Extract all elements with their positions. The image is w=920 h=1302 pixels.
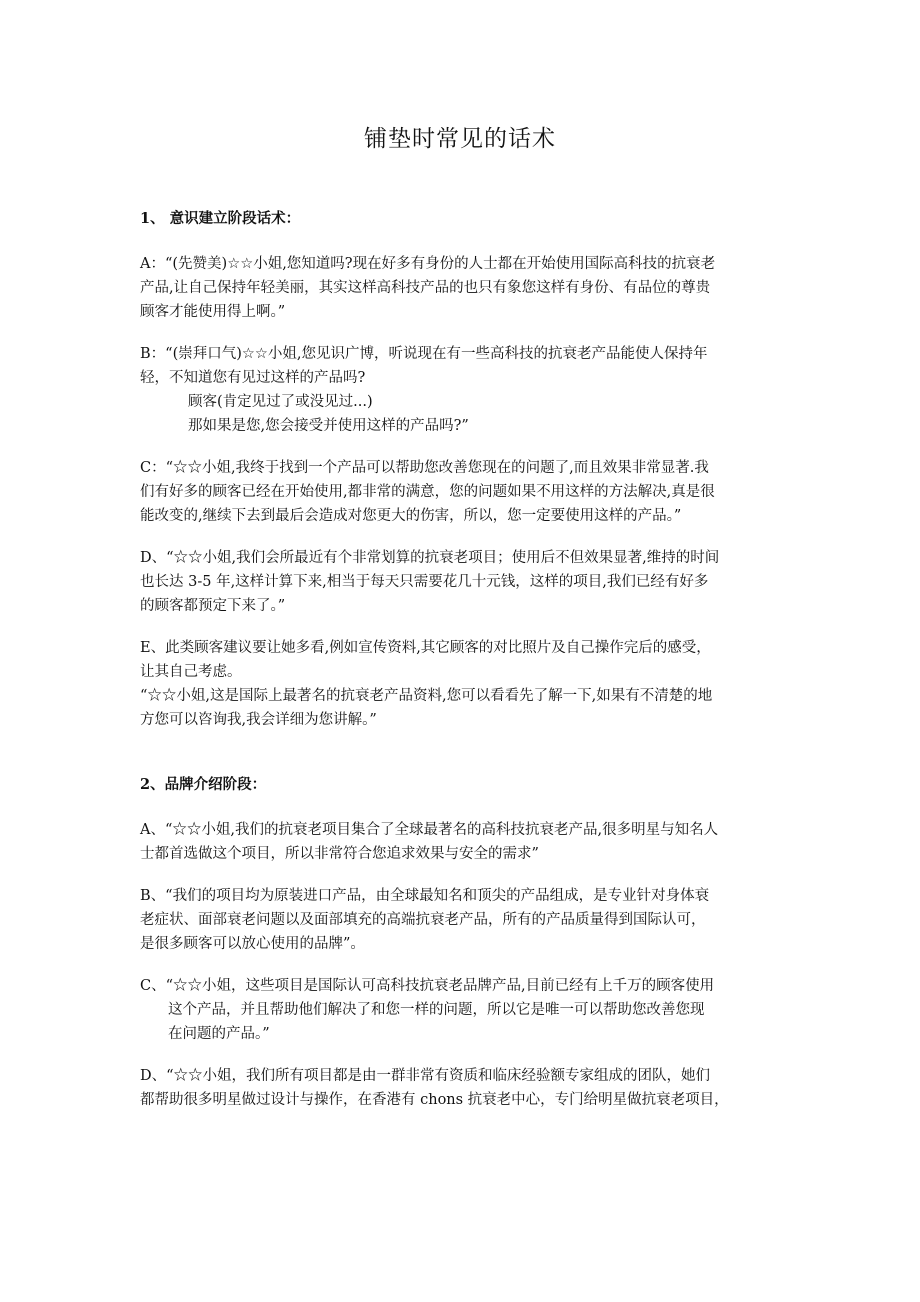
text-line: D、“☆☆小姐，我们所有项目都是由一群非常有资质和临床经验额专家组成的团队，她们 — [140, 1068, 711, 1084]
text-line: 也长达 3-5 年,这样计算下来,相当于每天只需要花几十元钱，这样的项目,我们已经有好多 — [140, 574, 709, 590]
hanging-line: 这个产品，并且帮助他们解决了和您一样的问题，所以它是唯一可以帮助您改善您现 — [168, 1002, 705, 1018]
hanging-line: 在问题的产品。” — [168, 1026, 270, 1042]
section-1-heading: 1、 意识建立阶段话术： — [140, 210, 301, 227]
section-spacer — [140, 750, 785, 772]
text-line: E、此类顾客建议要让她多看,例如宣传资料,其它顾客的对比照片及自己操作完后的感受， — [140, 640, 711, 656]
indented-line: 顾客(肯定见过了或没见过...) — [188, 394, 373, 410]
text-line: D、“☆☆小姐,我们会所最近有个非常划算的抗衰老项目；使用后不但效果显著,维持的时间 — [140, 550, 720, 566]
text-line: C：“☆☆小姐,我终于找到一个产品可以帮助您改善您现在的问题了,而且效果非常显著.我 — [140, 460, 709, 476]
text-line: A、“☆☆小姐,我们的抗衰老项目集合了全球最著名的高科技抗衰老产品,很多明星与知名人 — [140, 822, 719, 838]
page-title: 铺垫时常见的话术 — [364, 126, 556, 152]
text-line: 的顾客都预定下来了。” — [140, 598, 286, 614]
section-2-item-b — [140, 884, 785, 956]
text-line: 是很多顾客可以放心使用的品牌”。 — [140, 936, 365, 952]
text-line: 老症状、面部衰老问题以及面部填充的高端抗衰老产品，所有的产品质量得到国际认可， — [140, 912, 706, 928]
section-2-item-c — [140, 974, 785, 1046]
text-line: B：“(崇拜口气)☆☆小姐,您见识广博，听说现在有一些高科技的抗衰老产品能使人保持年 — [140, 346, 708, 362]
text-line: 都帮助很多明星做过设计与操作，在香港有 chons 抗衰老中心，专门给明星做抗衰老项目， — [140, 1092, 729, 1108]
text-line: 产品,让自己保持年轻美丽，其实这样高科技产品的也只有象您这样有身份、有品位的尊贵 — [140, 280, 711, 296]
text-line: 能改变的,继续下去到最后会造成对您更大的伤害，所以，您一定要使用这样的产品。” — [140, 508, 682, 524]
section-2-item-a — [140, 818, 785, 866]
section-2-heading: 2、品牌介绍阶段： — [140, 776, 267, 793]
section-1-item-a — [140, 252, 785, 324]
text-line: 顾客才能使用得上啊。” — [140, 304, 286, 320]
text-line: 方您可以咨询我,我会详细为您讲解。” — [140, 712, 377, 728]
text-line: 们有好多的顾客已经在开始使用,都非常的满意，您的问题如果不用这样的方法解决,真是很 — [140, 484, 715, 500]
text-line: C、“☆☆小姐，这些项目是国际认可高科技抗衰老品牌产品,目前已经有上千万的顾客使用 — [140, 978, 715, 994]
text-line: A：“(先赞美)☆☆小姐,您知道吗?现在好多有身份的人士都在开始使用国际高科技的抗衰老 — [140, 256, 716, 272]
section-1-item-e — [140, 636, 785, 732]
text-line: B、“我们的项目均为原装进口产品，由全球最知名和顶尖的产品组成，是专业针对身体衰 — [140, 888, 710, 904]
text-line: 让其自己考虑。 — [140, 664, 242, 680]
section-2-item-d — [140, 1064, 785, 1112]
indented-line: 那如果是您,您会接受并使用这样的产品吗?” — [188, 418, 469, 434]
text-line: 轻，不知道您有见过这样的产品吗? — [140, 370, 366, 386]
section-1-item-b — [140, 342, 785, 438]
section-1-item-d — [140, 546, 785, 618]
document-body — [140, 206, 785, 1130]
section-1-item-c — [140, 456, 785, 528]
text-line: 士都首选做这个项目，所以非常符合您追求效果与安全的需求” — [140, 846, 539, 862]
text-line: “☆☆小姐,这是国际上最著名的抗衰老产品资料,您可以看看先了解一下,如果有不清楚的地 — [140, 688, 713, 704]
